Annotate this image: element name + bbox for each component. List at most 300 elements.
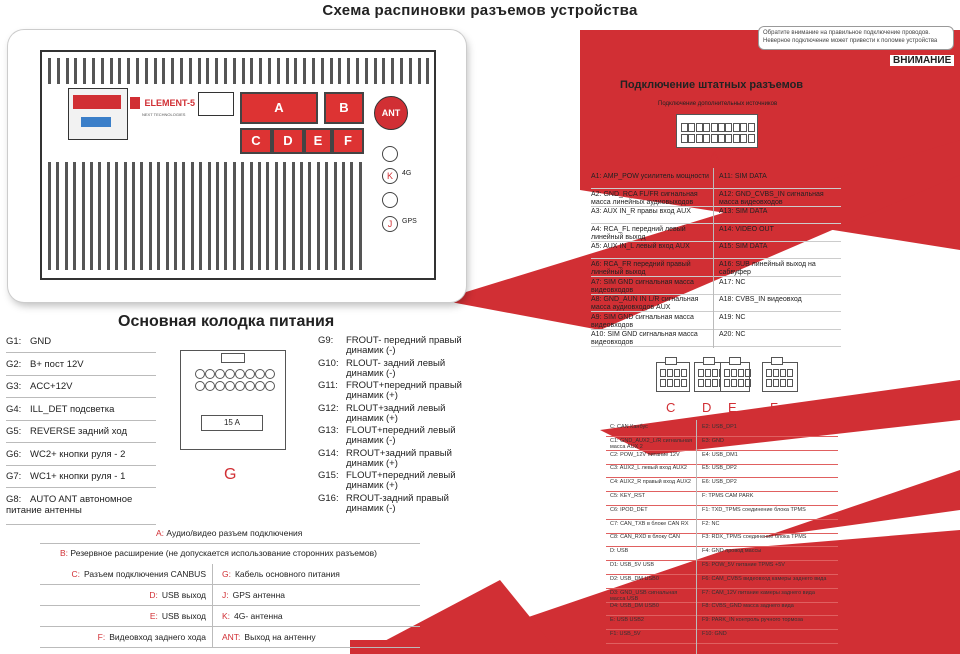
pin-code: G11:: [318, 380, 338, 391]
cdef-pin: [780, 379, 786, 387]
a-pin-divider: [591, 258, 841, 259]
pin-code: G5:: [6, 426, 22, 437]
power-pin-left: [6, 426, 156, 437]
device-back-panel: [8, 30, 466, 302]
cdef-pin-right: F7: CAM_12V питание камеры заднего вида: [702, 589, 815, 596]
vent-slot: [224, 58, 227, 84]
cdef-pin-right: E3: GND: [702, 437, 725, 444]
cdef-pin-left: C8: CAN_RXD в блоку CAN: [610, 534, 680, 541]
cdef-pin-left: C2: POW_12V питание 12V: [610, 451, 680, 458]
cdef-pin-right: E2: USB_DP1: [702, 424, 737, 430]
vent-slot: [107, 162, 110, 270]
a-pin-left: A7: SIM GND сигнальная масса видеовходов: [591, 278, 694, 294]
a-pin-divider: [591, 206, 841, 207]
cdef-pin: [787, 379, 793, 387]
a-pin: [681, 134, 688, 143]
standard-heading: Подключение штатных разъемов: [620, 79, 804, 91]
pin-label: WC1+ кнопки руля - 1: [30, 471, 126, 482]
cdef-pin: [712, 369, 718, 377]
pin-label: FROUT- передний правый динамик (-): [346, 335, 462, 356]
vent-slot: [182, 162, 185, 270]
pin-code: G8:: [6, 493, 22, 505]
cdef-pin: [705, 369, 711, 377]
legend-code: K:: [222, 611, 231, 621]
cdef-vdivider: [696, 420, 697, 654]
legend-code: G:: [222, 569, 231, 579]
legend-code: D:: [149, 590, 158, 600]
power-pin-left: [6, 404, 156, 415]
vent-slot: [418, 58, 421, 84]
legend-vdivider: [212, 564, 213, 648]
a-pin-divider: [591, 223, 841, 224]
cdef-pin-right: E4: USB_DM1: [702, 451, 738, 458]
pin-label: AUTO ANT автономное питание антенны: [6, 493, 133, 516]
a-pin: [711, 123, 718, 132]
a-pin: [740, 123, 747, 132]
a-pin-left: A2: GND_RCA FL/FR сигнальная масса линейных аудиовыходов: [591, 190, 698, 206]
a-pin: [711, 134, 718, 143]
a-connector-drawing: [676, 114, 758, 148]
cdef-pin: [738, 379, 744, 387]
k-label: K: [386, 171, 393, 181]
legend-text: Кабель основного питания: [234, 569, 340, 579]
vent-slot: [325, 162, 328, 270]
pin-label: RROUT+задний правый динамик (+): [346, 447, 452, 469]
power-pin-right: [318, 404, 468, 424]
a-pin-left: A3: AUX IN_R правы вход AUX: [591, 208, 691, 216]
cdef-pin: [773, 369, 779, 377]
vent-slot: [312, 58, 315, 84]
vent-slot: [82, 162, 85, 270]
ant-label: ANT: [381, 108, 401, 118]
vent-slot: [215, 58, 218, 84]
vent-slot: [258, 162, 261, 270]
connector-f-label: F: [344, 133, 352, 148]
round-port-1: [382, 146, 398, 162]
cdef-latch: [703, 357, 715, 365]
legend-divider: [40, 647, 420, 648]
legend-row-right: [222, 569, 422, 579]
cdef-pin: [667, 369, 673, 377]
vent-slot: [321, 58, 324, 84]
a-pin-divider: [591, 346, 841, 347]
cdef-pin-right: E6: USB_DP2: [702, 479, 737, 486]
legend-text: 4G- антенна: [234, 611, 283, 621]
cdef-pin-left: D2: USB_DM USB0: [610, 575, 659, 582]
cdef-pin-left: D1: USB_5V USB: [610, 562, 655, 568]
vent-slot: [277, 58, 280, 84]
a-table-vdivider: [713, 168, 714, 348]
a-connector-letter: A: [710, 148, 719, 163]
vent-slot: [268, 58, 271, 84]
cdef-pin: [660, 379, 666, 387]
a-pin-left: A1: AMP_POW усилитель мощности: [591, 173, 709, 180]
vent-slot: [189, 58, 192, 84]
vent-slot: [132, 162, 135, 270]
cdef-letter: C: [666, 400, 676, 415]
cdef-pin: [674, 369, 680, 377]
vent-slot: [206, 58, 209, 84]
power-socket: [68, 88, 128, 140]
a-pin-divider: [591, 241, 841, 242]
connector-f: [332, 128, 364, 154]
a-pin-right: A12: GND_CVBS_IN сигнальная масса видеовходов: [719, 190, 824, 206]
a-pin-left: A4: RCA_FL передний левый линейный выход: [591, 225, 686, 241]
connector-c: [240, 128, 272, 154]
a-pin-right: A20: NC: [719, 331, 746, 339]
page-title: Схема распиновки разъемов устройства: [322, 2, 638, 19]
pin-label: FROUT+передний правый динамик (+): [346, 380, 462, 401]
vent-slot: [292, 162, 295, 270]
connector-e: [304, 128, 332, 154]
vent-slot: [216, 162, 219, 270]
legend-text: USB выход: [161, 590, 206, 600]
legend-divider: [40, 543, 420, 544]
legend-row-left: [40, 611, 206, 621]
cdef-pin-right: F6: CAM_CVBS видеовход камеры заднего вида: [702, 575, 827, 582]
a-pin-divider: [591, 329, 841, 330]
cdef-pin: [660, 369, 666, 377]
vent-slot: [171, 58, 174, 84]
power-pin-right: [318, 471, 468, 491]
cdef-letter: E: [728, 400, 737, 415]
cdef-pin-left: C1: GND_AUX2_L/R сигнальная масса AUX 2: [610, 437, 692, 450]
a-pin-left: A10: SIM GND сигнальная масса видеовходов: [591, 331, 698, 347]
pin-label: RLOUT- задний левый динамик (-): [346, 357, 446, 379]
legend-code: J:: [222, 590, 229, 600]
pin-code: G4:: [6, 403, 22, 415]
cdef-pin: [674, 379, 680, 387]
legend-text: Разъем подключения CANBUS: [83, 569, 206, 579]
vent-slot: [90, 162, 93, 270]
cdef-pin-left: D: USB: [610, 548, 629, 555]
g-latch: [221, 353, 245, 363]
j-label: J: [387, 219, 393, 229]
cdef-pin-left: C5: KEY_RST: [610, 493, 646, 499]
legend-row-right: [222, 632, 422, 642]
cdef-divider: [606, 643, 838, 644]
pin-code: G13:: [318, 425, 339, 436]
connector-d-label: D: [283, 133, 293, 148]
pin-code: G14:: [318, 447, 339, 459]
a-pin: [703, 134, 710, 143]
cdef-pin-right: F: TPMS CAM PARK: [702, 493, 754, 499]
a-pin-right: A18: CVBS_IN видеовход: [719, 296, 802, 304]
vent-slot: [409, 58, 412, 84]
power-pin-right: [318, 336, 468, 356]
connector-c-label: C: [251, 133, 261, 148]
cdef-pin: [681, 369, 687, 377]
power-pin-left: [6, 494, 156, 516]
cdef-pin-right: F3: RDX_TPMS соединение блока TPMS: [702, 534, 807, 541]
legend-text: GPS антенна: [232, 590, 285, 600]
vent-slot: [356, 58, 359, 84]
legend-row-right: [222, 611, 422, 621]
a-pin: [733, 123, 740, 132]
pin-code: G2:: [6, 358, 22, 370]
a-pin: [740, 134, 747, 143]
cdef-connector: [720, 362, 750, 392]
pin-divider: [6, 397, 156, 398]
a-pin: [688, 123, 695, 132]
legend-divider: [40, 626, 420, 627]
vent-slot: [391, 58, 394, 84]
a-pin: [688, 134, 695, 143]
a-pin-right: A14: VIDEO OUT: [719, 225, 774, 233]
a-pin-divider: [591, 188, 841, 189]
vent-slot: [275, 162, 278, 270]
g-pin: [245, 381, 255, 391]
a-pin-right: A11: SIM DATA: [719, 173, 767, 180]
a-pin-left: A5: AUX IN_L левый вход AUX: [591, 243, 690, 251]
cdef-pin-right: F2: NC: [702, 520, 720, 527]
a-pin-right: A17: NC: [719, 278, 746, 286]
pin-divider: [6, 465, 156, 466]
cdef-pin-right: F5: POW_5V питание TPMS +5V: [702, 562, 785, 568]
cdef-pin-left: C: CAN Канбус: [610, 424, 648, 430]
pin-label: FLOUT+передний левый динамик (-): [346, 425, 456, 446]
a-pin-right: A15: SIM DATA: [719, 243, 768, 251]
legend-b-text: Резервное расширение (не допускается использование сторонних разъемов): [70, 548, 377, 558]
vent-slot: [136, 58, 139, 84]
pin-label: ILL_DET подсветка: [30, 403, 115, 415]
pin-code: G3:: [6, 381, 22, 392]
a-pin-right: A13: SIM DATA: [719, 208, 768, 216]
legend-b-code: B:: [60, 548, 69, 558]
vent-slot: [157, 162, 160, 270]
cdef-pin: [705, 379, 711, 387]
power-heading: Основная колодка питания: [118, 313, 335, 330]
a-pin: [718, 134, 725, 143]
vent-slot: [294, 58, 297, 84]
cdef-latch: [729, 357, 741, 365]
g-pin: [255, 369, 265, 379]
pin-label: B+ пост 12V: [30, 358, 84, 370]
vent-slot: [400, 58, 403, 84]
cdef-pin-left: D4: USB_DM USB0: [610, 603, 659, 610]
pin-code: G15:: [318, 470, 339, 481]
cdef-pin: [766, 369, 772, 377]
vent-slot: [374, 58, 377, 84]
g-pin: [195, 381, 205, 391]
cdef-pin: [738, 369, 744, 377]
cdef-pin-right: F4: GND провод массы: [702, 548, 762, 555]
cdef-letter: D: [702, 400, 712, 415]
cdef-pin-left: F1: USB_5V: [610, 631, 641, 637]
vent-slot: [140, 162, 143, 270]
k-connector: [382, 168, 398, 184]
a-pin: [733, 134, 740, 143]
vent-slot: [149, 162, 152, 270]
connector-a-label: A: [274, 100, 284, 115]
power-pin-left: [6, 336, 156, 347]
vent-slot: [66, 58, 69, 84]
a-pin-divider: [591, 294, 841, 295]
cdef-pin: [724, 369, 730, 377]
vent-slot: [338, 58, 341, 84]
g-pin: [235, 381, 245, 391]
power-socket-blue: [81, 117, 111, 127]
legend-row-left: [40, 569, 206, 579]
pin-label: RROUT-задний правый динамик (-): [346, 492, 449, 514]
g-pin: [235, 369, 245, 379]
vent-slot: [233, 58, 236, 84]
warning-label: ВНИМАНИЕ: [890, 55, 954, 66]
cdef-pin-left: D3: GND_USB сигнальная масса USB: [610, 589, 678, 602]
cdef-pin: [766, 379, 772, 387]
vent-slot: [241, 162, 244, 270]
pin-divider: [6, 524, 156, 525]
a-pin-left: A6: RCA_FR передний правый линейный выход: [591, 261, 691, 276]
vent-slot: [303, 58, 306, 84]
cdef-pin-right: F1: TXD_TPMS соединение блока TPMS: [702, 506, 806, 513]
cdef-letter: F: [770, 400, 778, 415]
vent-slot: [92, 58, 95, 84]
vent-slot: [359, 162, 362, 270]
vent-slot: [180, 58, 183, 84]
a-pin: [748, 134, 755, 143]
pin-divider: [6, 442, 156, 443]
connector-b: [324, 92, 364, 124]
cdef-pin-right: F10: GND: [702, 631, 727, 637]
vent-slot: [127, 58, 130, 84]
cdef-connector: [656, 362, 690, 392]
a-pin: [748, 123, 755, 132]
legend-code: ANT:: [222, 632, 241, 642]
pin-label: GND: [30, 336, 52, 347]
legend-row-left: [40, 590, 206, 600]
power-pin-right: [318, 359, 468, 379]
power-pin-right: [318, 494, 468, 514]
pin-label: RLOUT+задний левый динамик (+): [346, 402, 446, 424]
vent-slot: [300, 162, 303, 270]
vent-slot: [118, 58, 121, 84]
cdef-pin: [712, 379, 718, 387]
a-pin-divider: [591, 311, 841, 312]
vent-slot: [166, 162, 169, 270]
vent-slot: [198, 58, 201, 84]
j-text: GPS: [402, 218, 417, 225]
legend-b: [60, 548, 377, 558]
g-pin: [195, 369, 205, 379]
legend-code: C:: [71, 569, 80, 579]
vent-slot: [115, 162, 118, 270]
cdef-pin: [724, 379, 730, 387]
pin-divider: [6, 375, 156, 376]
brand-name: ELEMENT-5: [144, 97, 195, 108]
vent-slot: [57, 58, 60, 84]
connector-d: [272, 128, 304, 154]
cdef-pin-left: C6: IPOD_DET: [610, 506, 648, 513]
a-pin: [703, 123, 710, 132]
cdef-pin: [698, 369, 704, 377]
connector-b-label: B: [339, 100, 349, 115]
cdef-pin-left: C3: AUX2_L левый вход AUX2: [610, 465, 687, 472]
g-pin: [225, 381, 235, 391]
pin-code: G6:: [6, 448, 22, 460]
vent-slot: [98, 162, 101, 270]
pin-code: G1:: [6, 336, 22, 347]
cdef-pin-right: F9: PARK_IN контроль ручного тормоза: [702, 617, 803, 624]
cdef-pin-left: C4: AUX2_R правый вход AUX2: [610, 479, 691, 486]
connector-e-label: E: [313, 133, 323, 148]
pin-label: FLOUT+передний левый динамик (+): [346, 470, 456, 491]
k-text: 4G: [402, 170, 412, 177]
g-pin: [225, 369, 235, 379]
cdef-pin: [773, 379, 779, 387]
legend-code: E:: [149, 611, 158, 621]
vent-slot: [334, 162, 337, 270]
cdef-pin: [787, 369, 793, 377]
g-pin: [215, 381, 225, 391]
vent-slot: [191, 162, 194, 270]
vent-slot: [73, 162, 76, 270]
legend-text: Выход на антенну: [244, 632, 316, 642]
vent-slot: [74, 58, 77, 84]
cdef-latch: [771, 357, 783, 365]
vent-slot: [426, 58, 429, 84]
j-connector: [382, 216, 398, 232]
pin-divider: [6, 420, 156, 421]
vent-slot: [162, 58, 165, 84]
vent-slot: [283, 162, 286, 270]
power-pin-left: [6, 359, 156, 370]
vent-slot: [124, 162, 127, 270]
vent-slot: [259, 58, 262, 84]
vent-slot: [199, 162, 202, 270]
g-connector-letter: G: [224, 466, 237, 483]
standard-subheading: Подключение дополнительных источников: [658, 101, 778, 107]
vent-slot: [382, 58, 385, 84]
ant-connector: [374, 96, 408, 130]
pin-divider: [6, 487, 156, 488]
a-pin: [718, 123, 725, 132]
cdef-pin-right: E5: USB_DP2: [702, 465, 737, 472]
g-fuse-label: 15 A: [223, 418, 240, 427]
vent-slot: [233, 162, 236, 270]
vent-slot: [286, 58, 289, 84]
vent-slot: [347, 58, 350, 84]
vent-slot: [154, 58, 157, 84]
legend-divider: [40, 584, 420, 585]
cdef-pin: [780, 369, 786, 377]
a-pin-divider: [591, 276, 841, 277]
cdef-pin: [731, 369, 737, 377]
a-pin: [696, 123, 703, 132]
g-connector: [180, 350, 286, 450]
brand-icon: [130, 97, 140, 109]
power-pin-left: [6, 381, 156, 392]
vent-slot: [317, 162, 320, 270]
vent-slot: [365, 58, 368, 84]
cdef-pin: [745, 369, 751, 377]
legend-a-text: Аудио/видео разъем подключения: [166, 528, 303, 538]
vent-slot: [242, 58, 245, 84]
power-pin-right: [318, 449, 468, 469]
vent-slot: [145, 58, 148, 84]
pin-divider: [6, 352, 156, 353]
vent-slot: [65, 162, 68, 270]
pin-code: G12:: [318, 402, 339, 414]
a-pin: [725, 134, 732, 143]
g-pin: [205, 381, 215, 391]
cdef-latch: [665, 357, 677, 365]
cdef-pin-left: E: USB USB2: [610, 617, 644, 624]
legend-text: Видеовход заднего хода: [109, 632, 206, 642]
g-pin: [265, 381, 275, 391]
vent-slot: [101, 58, 104, 84]
pin-label: REVERSE задний ход: [30, 426, 127, 437]
